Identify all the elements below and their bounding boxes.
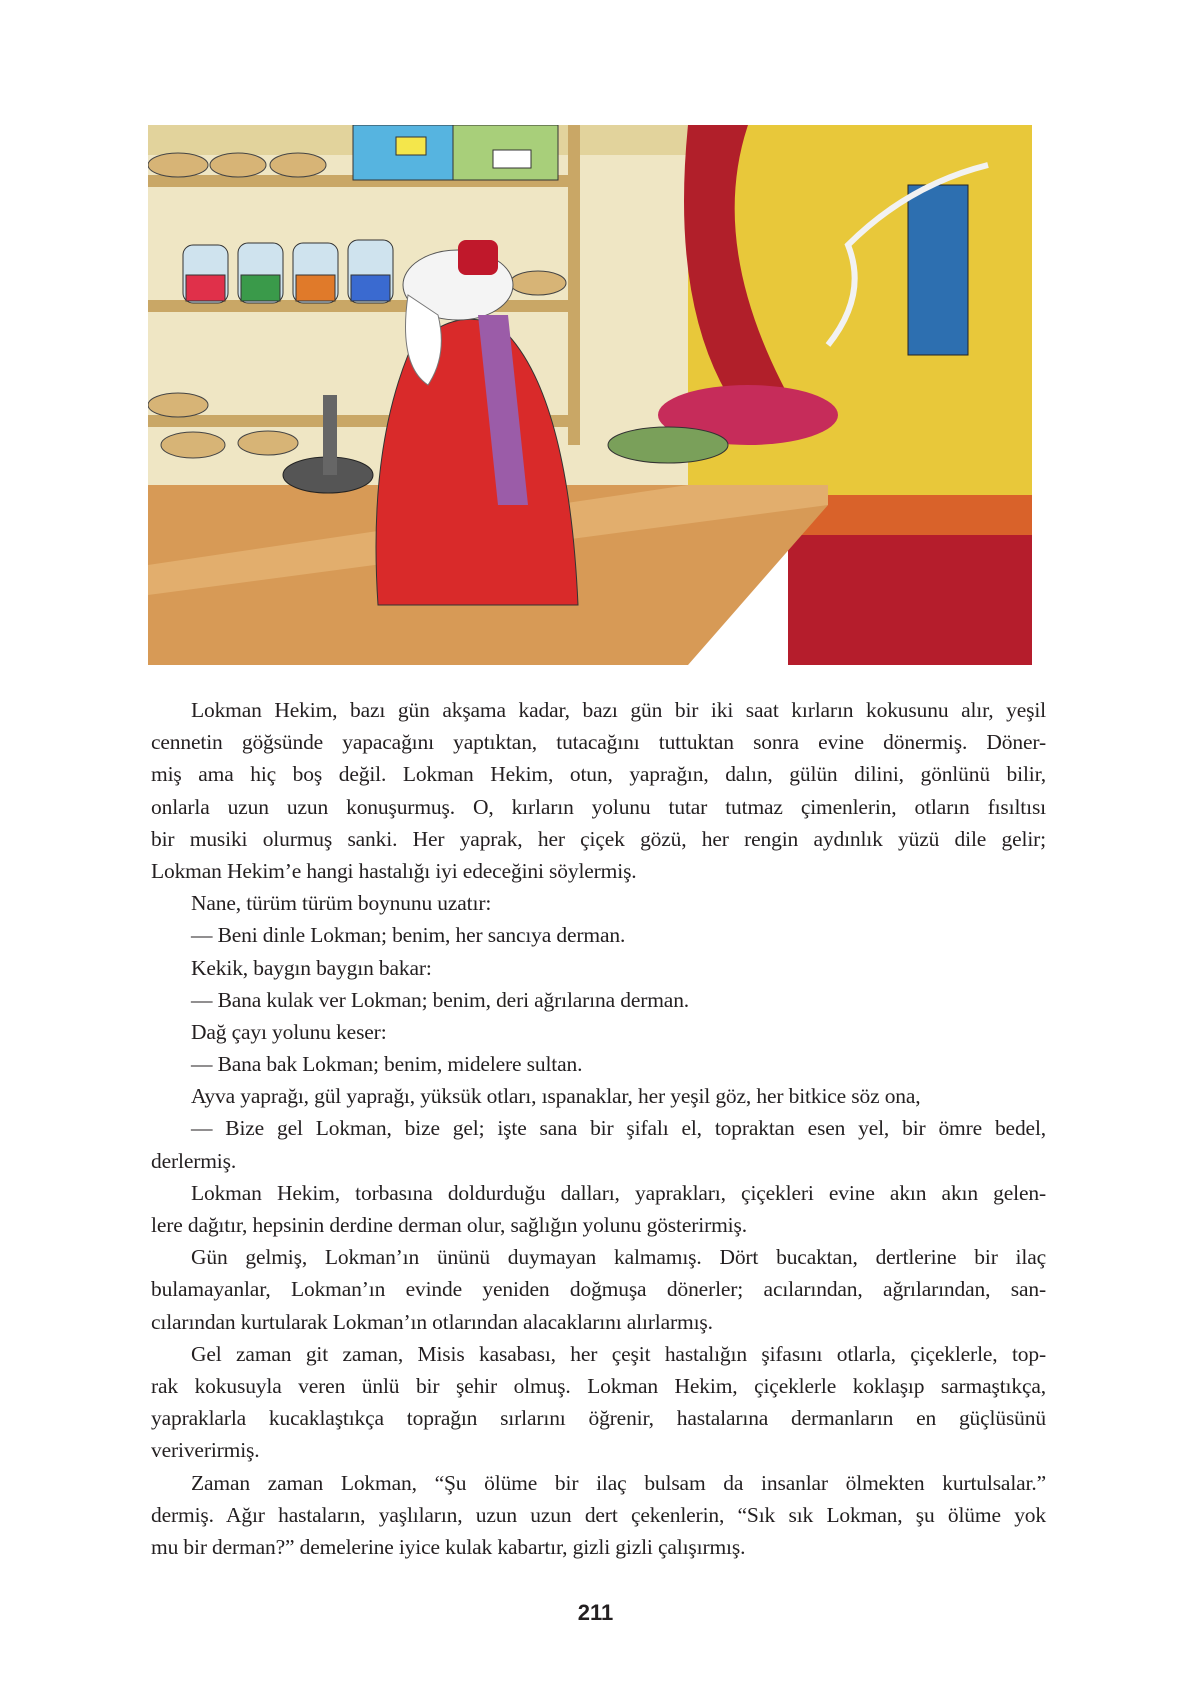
herb-bowl [608,427,728,463]
text-line: — Bize gel Lokman, bize gel; işte sana bir şifalı el, topraktan esen yel, bir ömre bedel, [191,1116,1046,1141]
text-line: mu bir derman?” demelerine iyice kulak kabartır, gizli gizli çalışırmış. [151,1534,746,1559]
paragraph [151,1467,1046,1564]
page-number: 211 [577,1600,614,1625]
story-text [151,694,1046,1563]
paragraph [151,887,1046,919]
text-line: rak kokusuyla veren ünlü bir şehir olmuş. Lokman Hekim, çiçeklerle koklaşıp sarmaştıkça, [151,1373,1046,1398]
paragraph [151,1080,1046,1112]
text-line: derlermiş. [151,1148,237,1173]
paragraph [151,1338,1046,1467]
text-line: Zaman zaman Lokman, “Şu ölüme bir ilaç bulsam da insanlar ölmekten kurtulsalar.” [191,1470,1046,1495]
apothecary-illustration [148,125,1032,665]
paragraph [151,984,1046,1016]
text-line: Lokman Hekim’e hangi hastalığı iyi edeceğini söylermiş. [151,858,637,883]
box-label [396,137,426,155]
text-line: Dağ çayı yolunu keser: [191,1019,387,1044]
text-line: Lokman Hekim, torbasına doldurduğu dalları, yaprakları, çiçekleri evine akın akın gelen- [191,1180,1046,1205]
paragraph [151,1241,1046,1338]
text-line: Gel zaman git zaman, Misis kasabası, her çeşit hastalığın şifasını otlarla, çiçeklerle, top- [191,1341,1046,1366]
text-line: cennetin göğsünde yapacağını yaptıktan, tutacağını tuttuktan sonra evine dönermiş. Döner- [151,730,1046,755]
fez [458,240,498,275]
text-line: — Bana bak Lokman; benim, midelere sultan. [191,1052,583,1077]
text-line: dermiş. Ağır hastaların, yaşlıların, uzun uzun dert çekenlerin, “Sık sık Lokman, şu ölüme yok [151,1502,1046,1527]
paragraph [151,1048,1046,1080]
text-line: cılarından kurtularak Lokman’ın otlarından alacaklarını alırlarmış. [151,1309,713,1334]
box-label [493,150,531,168]
paragraph [151,1016,1046,1048]
paragraph [151,694,1046,887]
text-line: Gün gelmiş, Lokman’ın ününü duymayan kalmamış. Dört bucaktan, dertlerine bir ilaç [191,1245,1046,1270]
text-line: lere dağıtır, hepsinin derdine derman olur, sağlığın yolunu gösterirmiş. [151,1213,747,1237]
text-line: Nane, türüm türüm boynunu uzatır: [191,891,492,916]
text-line: bir musiki olurmuş sanki. Her yaprak, her çiçek gözü, her rengin aydınlık yüzü dile gelir; [151,826,1046,851]
text-line: yapraklarla kucaklaştıkça toprağın sırlarını öğrenir, hastalarına dermanların en güçlüsünü [151,1406,1046,1431]
paragraph [151,1112,1046,1176]
text-line: bulamayanlar, Lokman’ın evinde yeniden doğmuşa dönerler; acılarından, ağrılarından, san- [151,1277,1046,1302]
pestle [323,395,337,475]
shelf-post [568,125,580,445]
paragraph [151,919,1046,951]
text-line: onlarla uzun uzun konuşurmuş. O, kırların yolunu tutar tutmaz çimenlerin, otların fısıltısı [151,794,1046,819]
window [908,185,968,355]
text-line: Kekik, baygın baygın bakar: [191,955,432,980]
paragraph [151,1177,1046,1241]
text-line: Ayva yaprağı, gül yaprağı, yüksük otları, ıspanaklar, her yeşil göz, her bitkice söz ona, [191,1084,921,1109]
text-line: — Beni dinle Lokman; benim, her sancıya derman. [191,923,626,948]
text-line: — Bana kulak ver Lokman; benim, deri ağrılarına derman. [191,987,690,1012]
text-line: miş ama hiç boş değil. Lokman Hekim, otun, yaprağın, dalın, gülün dilini, gönlünü bilir, [151,762,1046,787]
text-line: veriverirmiş. [151,1438,260,1463]
paragraph [151,952,1046,984]
text-line: Lokman Hekim, bazı gün akşama kadar, bazı gün bir iki saat kırların kokusunu alır, yeşil [191,698,1046,722]
